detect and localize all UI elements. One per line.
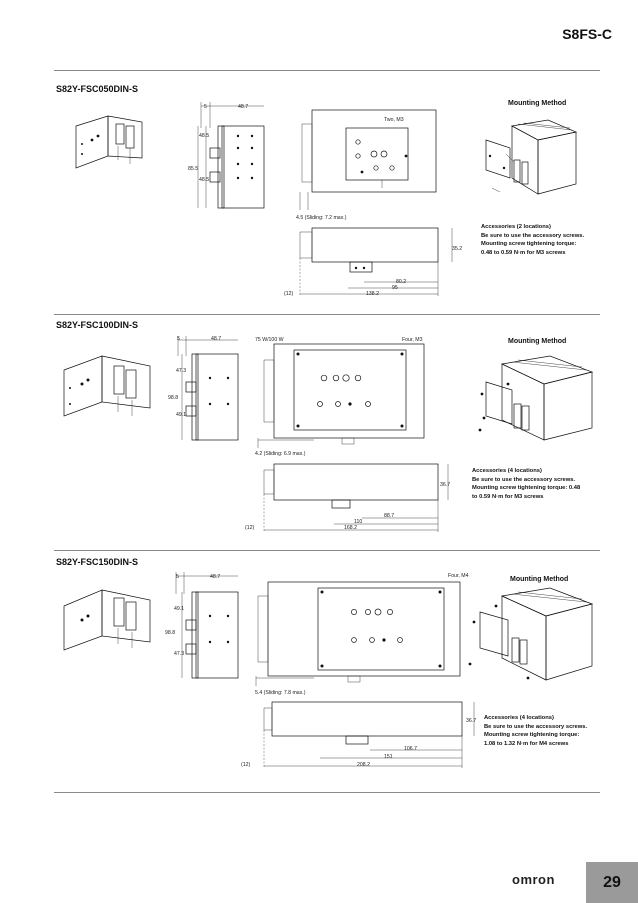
sliding-label: 4.5 (Sliding: 7.2 max.) xyxy=(296,215,347,221)
accessories-line: Accessories (4 locations) xyxy=(484,715,554,721)
screws-label: Two, M3 xyxy=(384,117,404,123)
top-view-drawing xyxy=(254,578,466,690)
dim-w-left: 5 xyxy=(176,574,179,580)
dim-d2: 151 xyxy=(384,754,393,760)
accessories-line: Mounting screw tightening torque: 0.48 xyxy=(472,485,581,492)
dim-h-top: 48.5 xyxy=(199,133,210,139)
front-view-drawing xyxy=(170,336,242,446)
accessories-line: 0.48 to 0.59 N·m for M3 screws xyxy=(481,249,566,256)
section-title: S82Y-FSC050DIN-S xyxy=(56,84,139,94)
mounting-iso-drawing xyxy=(472,354,602,444)
accessories-line: Accessories (4 locations) xyxy=(472,468,542,474)
dim-h-top: 47.3 xyxy=(176,368,187,374)
dim-h-bottom: 48.5 xyxy=(199,177,210,183)
mounting-iso-drawing xyxy=(484,118,584,203)
dim-d2: 110 xyxy=(354,519,363,525)
front-view-drawing xyxy=(168,572,242,682)
accessories-note xyxy=(484,714,587,748)
dim-d3: 168.2 xyxy=(344,525,357,531)
dim-d1: 88.7 xyxy=(384,513,395,519)
mounting-method-label: Mounting Method xyxy=(508,338,567,345)
dim-height: 36.7 xyxy=(440,482,451,488)
power-label: 75 W/100 W xyxy=(255,337,284,343)
sliding-label: 5.4 (Sliding: 7.8 max.) xyxy=(255,690,306,696)
dim-w-main: 48.7 xyxy=(210,574,221,580)
accessories-line: Be sure to use the accessory screws. xyxy=(472,476,576,483)
mounting-method-label: Mounting Method xyxy=(508,100,567,107)
screws-label: Four, M3 xyxy=(402,337,423,343)
accessories-line: Mounting screw tightening torque: xyxy=(484,732,580,739)
dim-h-top: 49.1 xyxy=(174,606,185,612)
dim-w-left: 5 xyxy=(177,336,180,342)
bracket-iso-drawing xyxy=(62,352,154,422)
dim-d3: 138.2 xyxy=(366,291,379,297)
bracket-iso-drawing xyxy=(72,112,152,182)
dim-w-main: 48.7 xyxy=(238,104,249,110)
sliding-label: 4.2 (Sliding: 6.9 max.) xyxy=(255,451,306,457)
top-view-drawing xyxy=(254,342,434,454)
accessories-line: Mounting screw tightening torque: xyxy=(481,241,577,248)
bracket-iso-drawing xyxy=(62,586,154,656)
series-title: S8FS-C xyxy=(562,26,612,42)
top-view-drawing xyxy=(292,108,442,218)
dim-offset: (12) xyxy=(245,525,255,531)
dim-offset: (12) xyxy=(284,291,294,297)
accessories-line: Be sure to use the accessory screws. xyxy=(484,723,588,730)
section-title: S82Y-FSC150DIN-S xyxy=(56,557,139,567)
section-divider xyxy=(54,314,600,315)
screws-label: Four, M4 xyxy=(448,573,469,579)
dim-h-total: 85.5 xyxy=(188,166,199,172)
accessories-note xyxy=(481,223,584,257)
accessories-line: 1.08 to 1.32 N·m for M4 screws xyxy=(484,740,569,747)
dim-h-bottom: 49.1 xyxy=(176,412,187,418)
dim-h-bottom: 47.3 xyxy=(174,651,185,657)
dim-h-total: 98.8 xyxy=(168,395,179,401)
accessories-line: Be sure to use the accessory screws. xyxy=(481,232,585,239)
front-view-drawing xyxy=(196,102,266,214)
dim-d2: 95 xyxy=(392,285,398,291)
section-divider xyxy=(54,70,600,71)
section-divider xyxy=(54,792,600,793)
dim-height: 35.2 xyxy=(452,246,463,252)
accessories-note xyxy=(472,467,580,501)
mounting-method-label: Mounting Method xyxy=(510,576,569,583)
dim-offset: (12) xyxy=(241,762,251,768)
page-number: 29 xyxy=(586,862,638,903)
dim-d1: 80.2 xyxy=(396,279,407,285)
section-divider xyxy=(54,550,600,551)
section-title: S82Y-FSC100DIN-S xyxy=(56,320,139,330)
dim-height: 36.7 xyxy=(466,718,477,724)
dim-w-main: 48.7 xyxy=(211,336,222,342)
mounting-iso-drawing xyxy=(466,586,596,686)
accessories-line: to 0.59 N·m for M3 screws xyxy=(472,493,544,500)
side-view-drawing xyxy=(272,226,462,298)
dim-d1: 106.7 xyxy=(404,746,417,752)
accessories-line: Accessories (2 locations) xyxy=(481,224,551,230)
dim-w-left: 5 xyxy=(204,104,207,110)
dim-h-total: 98.8 xyxy=(165,630,176,636)
dim-d3: 208.2 xyxy=(357,762,370,768)
omron-logo: omron xyxy=(512,872,555,887)
